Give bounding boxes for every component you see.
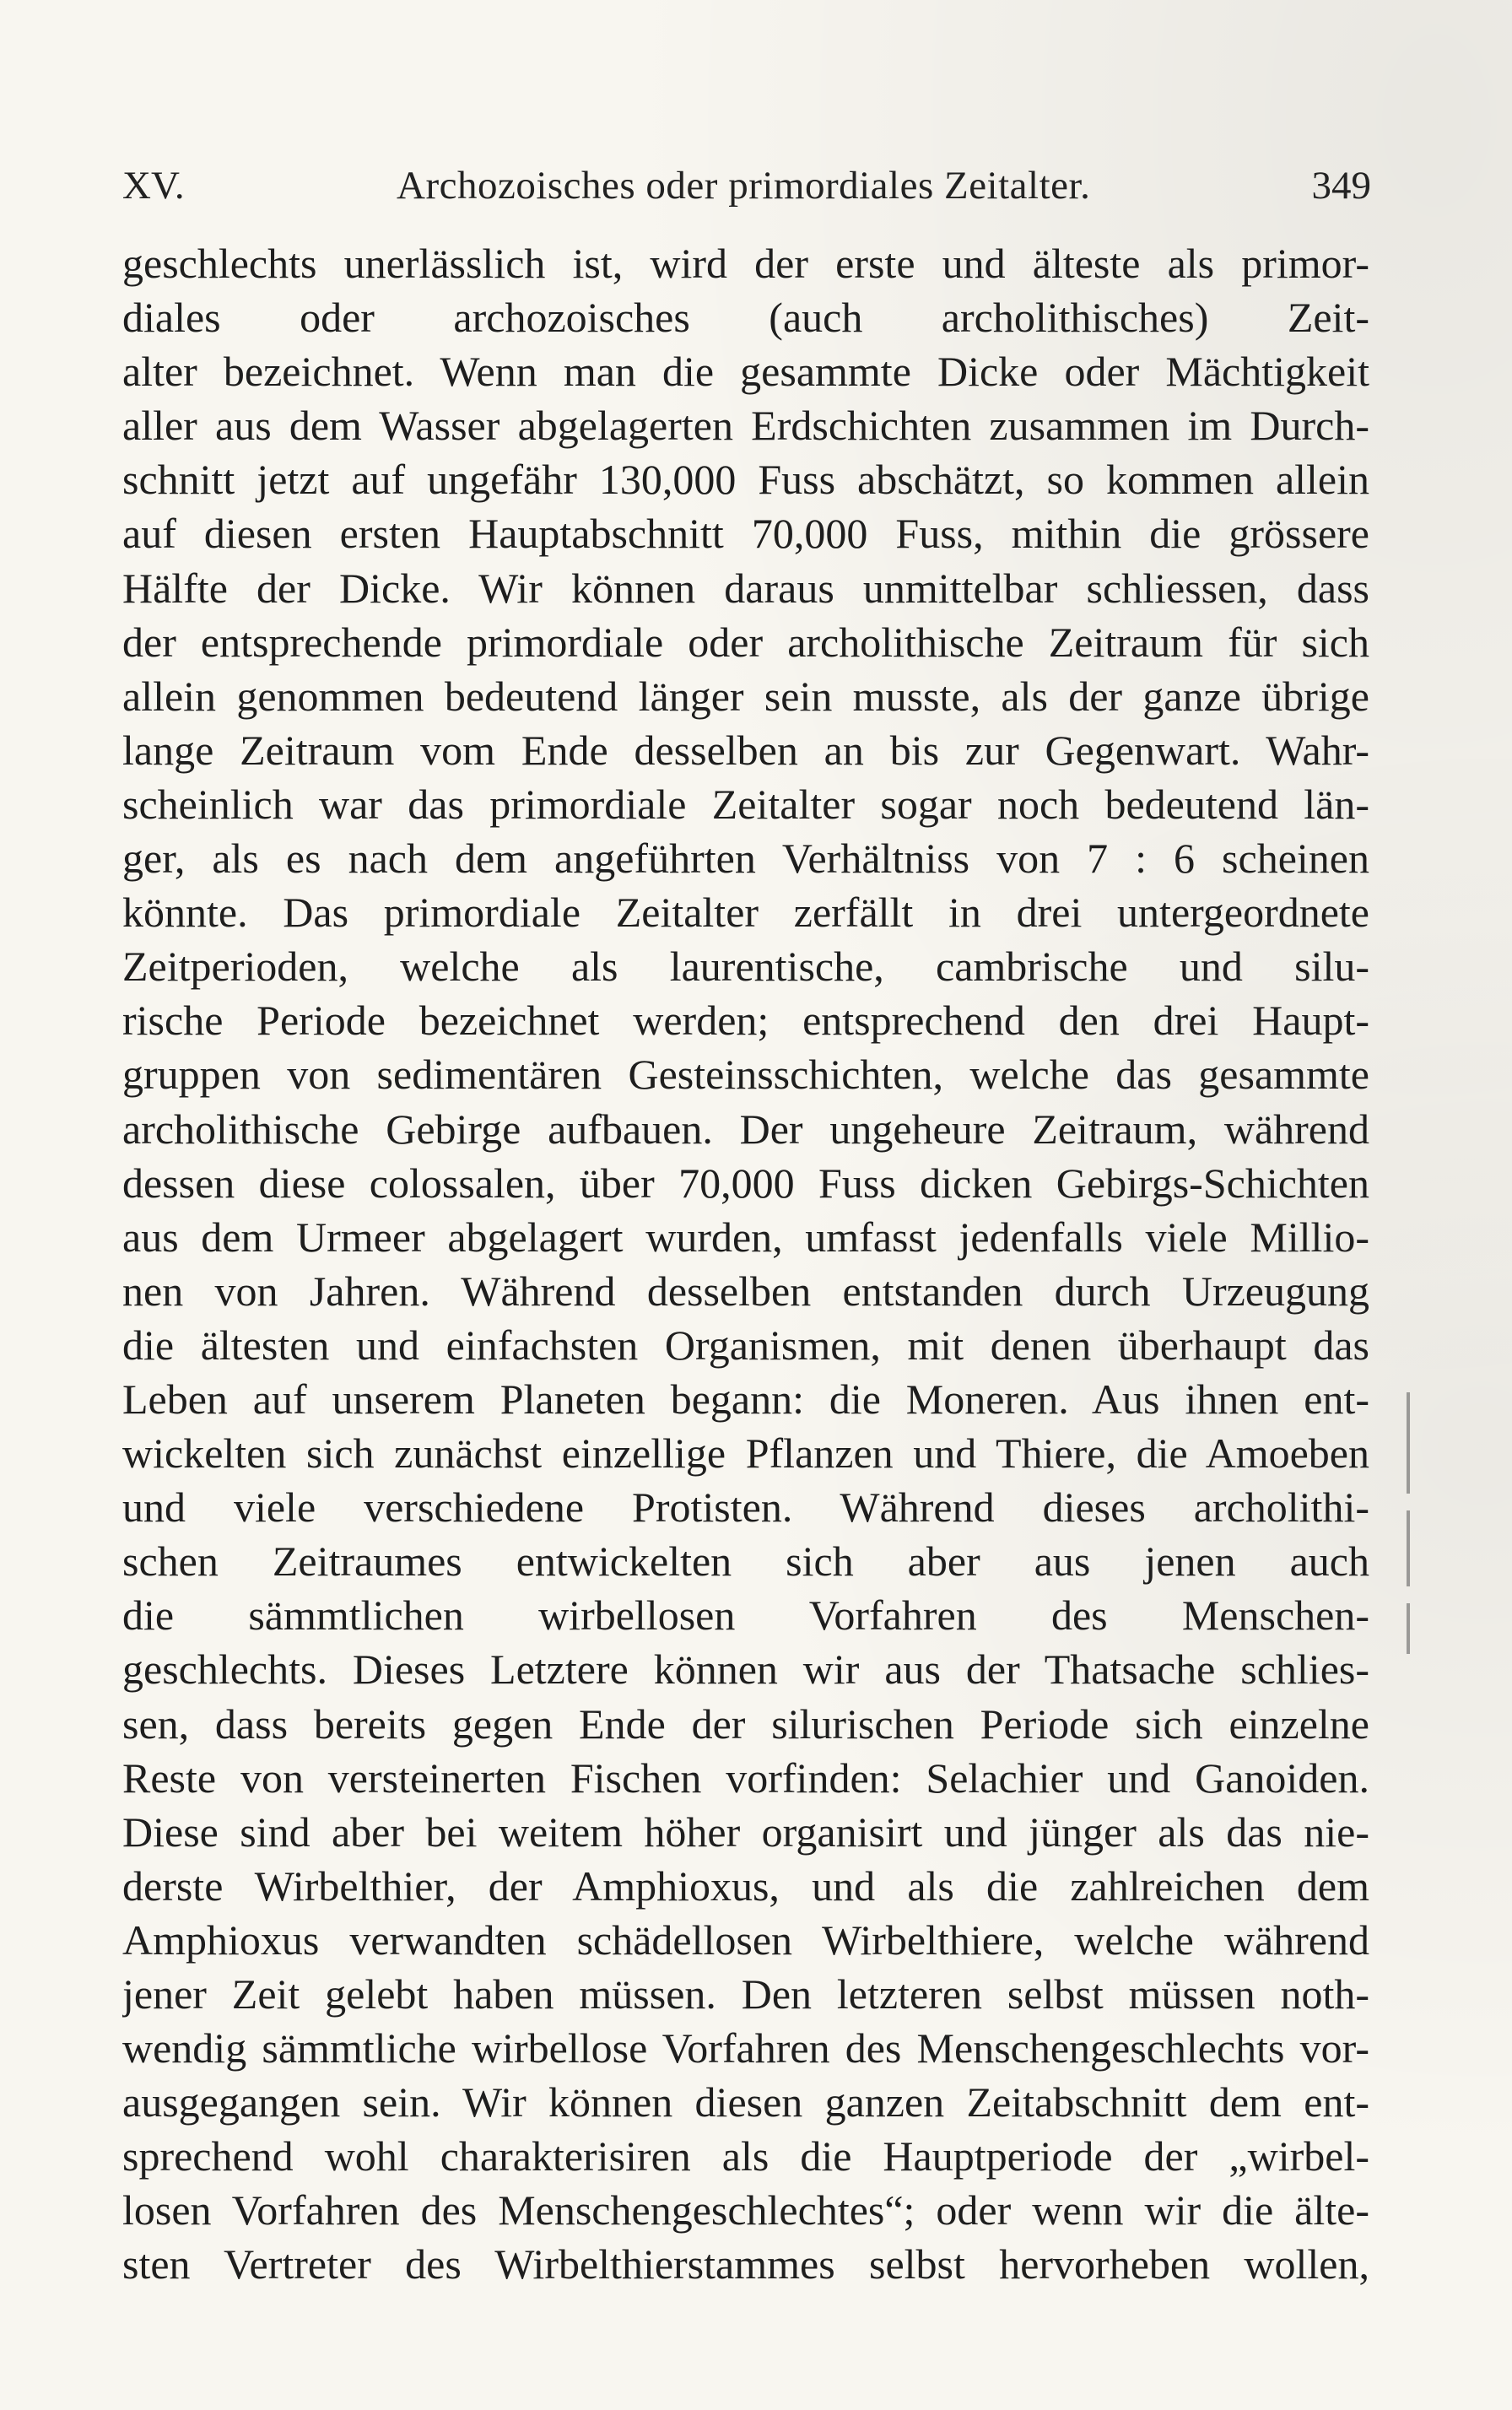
text-line: könnte. Das primordiale Zeitalter zerfällt in drei untergeordnete [122,889,1369,937]
text-line: sten Vertreter des Wirbelthierstammes selbst hervorheben wollen, [122,2240,1369,2288]
text-line: jener Zeit gelebt haben müssen. Den letzteren selbst müssen noth- [122,1970,1369,2018]
text-line: der entsprechende primordiale oder archolithische Zeitraum für sich [122,618,1369,666]
text-line: wendig sämmtliche wirbellose Vorfahren des Menschengeschlechts vor- [122,2024,1369,2072]
text-line: nen von Jahren. Während desselben entstanden durch Urzeugung [122,1267,1369,1315]
running-title: Archozoisches oder primordiales Zeitalter. [397,164,1091,208]
text-line: allein genommen bedeutend länger sein musste, als der ganze übrige [122,672,1369,720]
text-line: Reste von versteinerten Fischen vorfinden: Selachier und Ganoiden. [122,1753,1369,1802]
text-line: gruppen von sedimentären Gesteinsschichten, welche das gesammte [122,1051,1369,1099]
text-line: Zeitperioden, welche als laurentische, cambrische und silu- [122,943,1369,991]
text-line: losen Vorfahren des Menschengeschlechtes“; oder wenn wir die älte- [122,2186,1369,2234]
text-line: die sämmtlichen wirbellosen Vorfahren des Menschen- [122,1591,1369,1640]
chapter-number: XV. [122,164,185,208]
body-text [122,236,1369,2292]
text-line: derste Wirbelthier, der Amphioxus, und als die zahlreichen dem [122,1862,1369,1910]
text-line: archolithische Gebirge aufbauen. Der ungeheure Zeitraum, während [122,1105,1369,1153]
text-line: Amphioxus verwandten schädellosen Wirbelthiere, welche während [122,1916,1369,1964]
text-line: schen Zeitraumes entwickelten sich aber aus jenen auch [122,1537,1369,1586]
text-line: Hälfte der Dicke. Wir können daraus unmittelbar schliessen, dass [122,564,1369,612]
text-line: sen, dass bereits gegen Ende der silurischen Periode sich einzelne [122,1699,1369,1748]
scan-edge-mark [1407,1603,1410,1654]
text-line: geschlechts unerlässlich ist, wird der erste und älteste als primor- [122,240,1369,287]
text-line: wickelten sich zunächst einzellige Pflanzen und Thiere, die Amoeben [122,1429,1369,1478]
text-line: rische Periode bezeichnet werden; entsprechend den drei Haupt- [122,997,1369,1045]
text-line: dessen diese colossalen, über 70,000 Fuss dicken Gebirgs-Schichten [122,1159,1369,1207]
text-line: alter bezeichnet. Wenn man die gesammte Dicke oder Mächtigkeit [122,348,1369,396]
text-line: aller aus dem Wasser abgelagerten Erdschichten zusammen im Durch- [122,402,1369,450]
text-line: scheinlich war das primordiale Zeitalter sogar noch bedeutend län- [122,780,1369,828]
text-line: lange Zeitraum vom Ende desselben an bis zur Gegenwart. Wahr- [122,726,1369,774]
text-line: aus dem Urmeer abgelagert wurden, umfasst jedenfalls viele Millio- [122,1213,1369,1261]
text-line: die ältesten und einfachsten Organismen, mit denen überhaupt das [122,1321,1369,1369]
scan-edge-mark [1407,1392,1410,1494]
text-line: ausgegangen sein. Wir können diesen ganzen Zeitabschnitt dem ent- [122,2078,1369,2126]
text-line: und viele verschiedene Protisten. Während dieses archolithi- [122,1483,1369,1532]
text-line: schnitt jetzt auf ungefähr 130,000 Fuss abschätzt, so kommen allein [122,456,1369,504]
text-line: geschlechts. Dieses Letztere können wir aus der Thatsache schlies- [122,1645,1369,1694]
text-line: sprechend wohl charakterisiren als die Hauptperiode der „wirbel- [122,2132,1369,2180]
text-line: diales oder archozoisches (auch archolithisches) Zeit- [122,294,1369,342]
text-line: Leben auf unserem Planeten begann: die Moneren. Aus ihnen ent- [122,1375,1369,1423]
scan-edge-mark [1407,1510,1410,1586]
page-number: 349 [1311,164,1371,208]
text-line: auf diesen ersten Hauptabschnitt 70,000 Fuss, mithin die grössere [122,510,1369,558]
text-line: Diese sind aber bei weitem höher organisirt und jünger als das nie- [122,1808,1369,1856]
text-line: ger, als es nach dem angeführten Verhältniss von 7 : 6 scheinen [122,835,1369,883]
running-head [122,160,1371,211]
